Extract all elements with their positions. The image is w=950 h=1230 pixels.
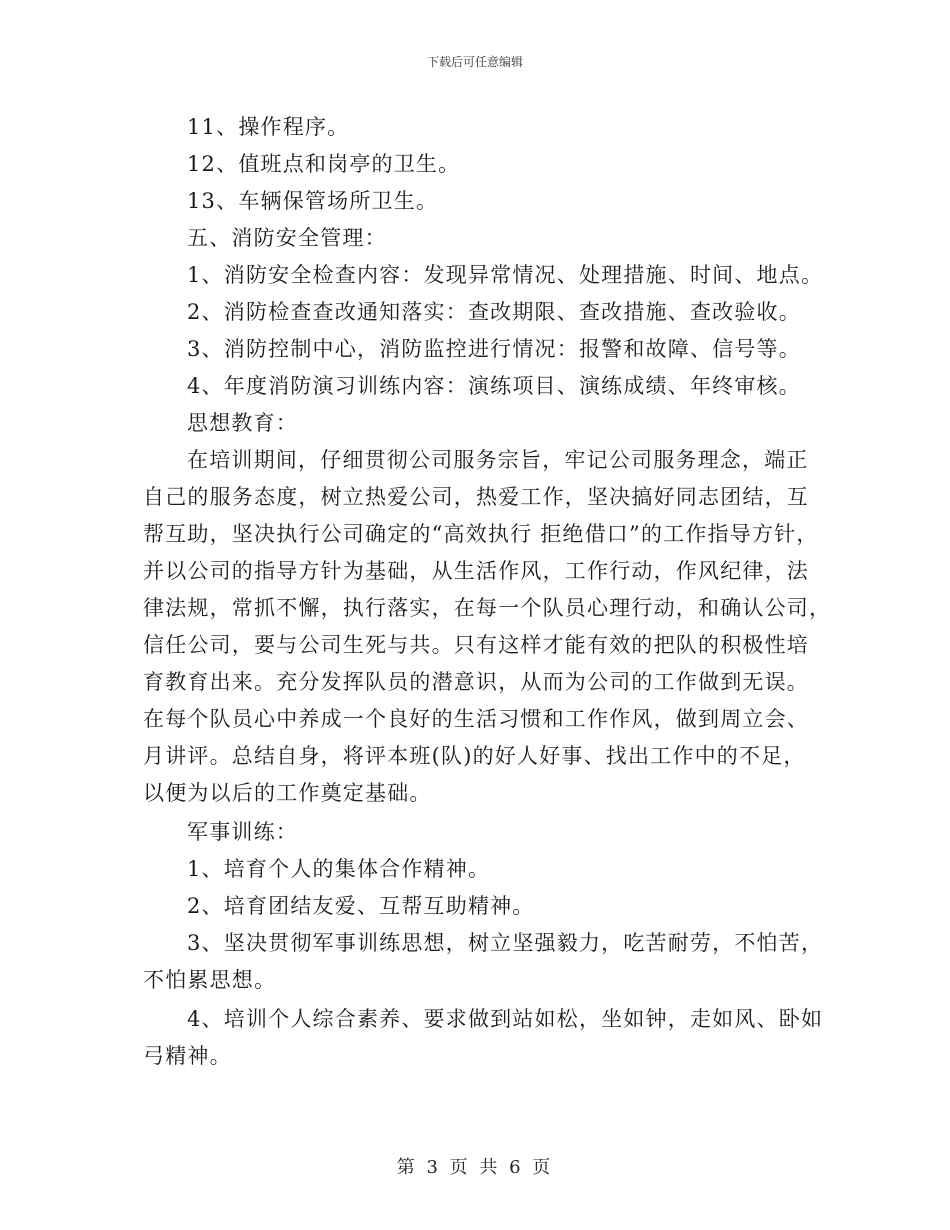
text-line: 13、车辆保管场所卫生。 bbox=[187, 189, 439, 213]
text-line: 3、消防控制中心，消防监控进行情况：报警和故障、信号等。 bbox=[187, 337, 801, 361]
text-line: 4、年度消防演习训练内容：演练项目、演练成绩、年终审核。 bbox=[187, 374, 801, 398]
section-heading: 军事训练： bbox=[187, 820, 298, 844]
text-line: 2、消防检查查改通知落实：查改期限、查改措施、查改验收。 bbox=[187, 300, 801, 324]
section-heading: 五、消防安全管理： bbox=[187, 226, 387, 250]
text-line: 1、消防安全检查内容：发现异常情况、处理措施、时间、地点。 bbox=[187, 263, 824, 287]
paragraph-line: 信任公司，要与公司生死与共。只有这样才能有效的把队的积极性培 bbox=[143, 633, 809, 657]
paragraph-line: 4、培训个人综合素养、要求做到站如松，坐如钟，走如风、卧如 bbox=[187, 1007, 824, 1031]
text-line: 11、操作程序。 bbox=[187, 115, 350, 139]
paragraph-line: 在每个队员心中养成一个良好的生活习惯和工作作风，做到周立会、 bbox=[143, 707, 809, 731]
text-line: 2、培育团结友爱、互帮互助精神。 bbox=[187, 894, 535, 918]
paragraph-line: 并以公司的指导方针为基础，从生活作风，工作行动，作风纪律，法 bbox=[143, 559, 809, 583]
paragraph-line: 育教育出来。充分发挥队员的潜意识，从而为公司的工作做到无误。 bbox=[143, 670, 809, 694]
page-number: 第 3 页 共 6 页 bbox=[396, 1157, 554, 1178]
paragraph-line: 3、坚决贯彻军事训练思想，树立坚强毅力，吃苦耐劳，不怕苦， bbox=[187, 931, 824, 955]
paragraph-line: 自己的服务态度，树立热爱公司，热爱工作，坚决搞好同志团结，互 bbox=[143, 485, 809, 509]
paragraph-line: 弓精神。 bbox=[143, 1044, 232, 1068]
text-line: 1、培育个人的集体合作精神。 bbox=[187, 857, 491, 881]
paragraph-line: 以便为以后的工作奠定基础。 bbox=[143, 781, 432, 805]
paragraph-line: 在培训期间，仔细贯彻公司服务宗旨，牢记公司服务理念，端正 bbox=[187, 448, 809, 472]
paragraph-line: 月讲评。总结自身，将评本班(队)的好人好事、找出工作中的不足， bbox=[143, 744, 806, 768]
paragraph-line: 不怕累思想。 bbox=[143, 968, 277, 992]
page-header: 下载后可任意编辑 bbox=[426, 55, 523, 69]
paragraph-line: 律法规，常抓不懈，执行落实，在每一个队员心理行动，和确认公司， bbox=[143, 596, 832, 620]
paragraph-line: 帮互助，坚决执行公司确定的“高效执行 拒绝借口”的工作指导方针， bbox=[143, 522, 819, 546]
section-heading: 思想教育： bbox=[187, 411, 298, 435]
text-line: 12、值班点和岗亭的卫生。 bbox=[187, 152, 461, 176]
